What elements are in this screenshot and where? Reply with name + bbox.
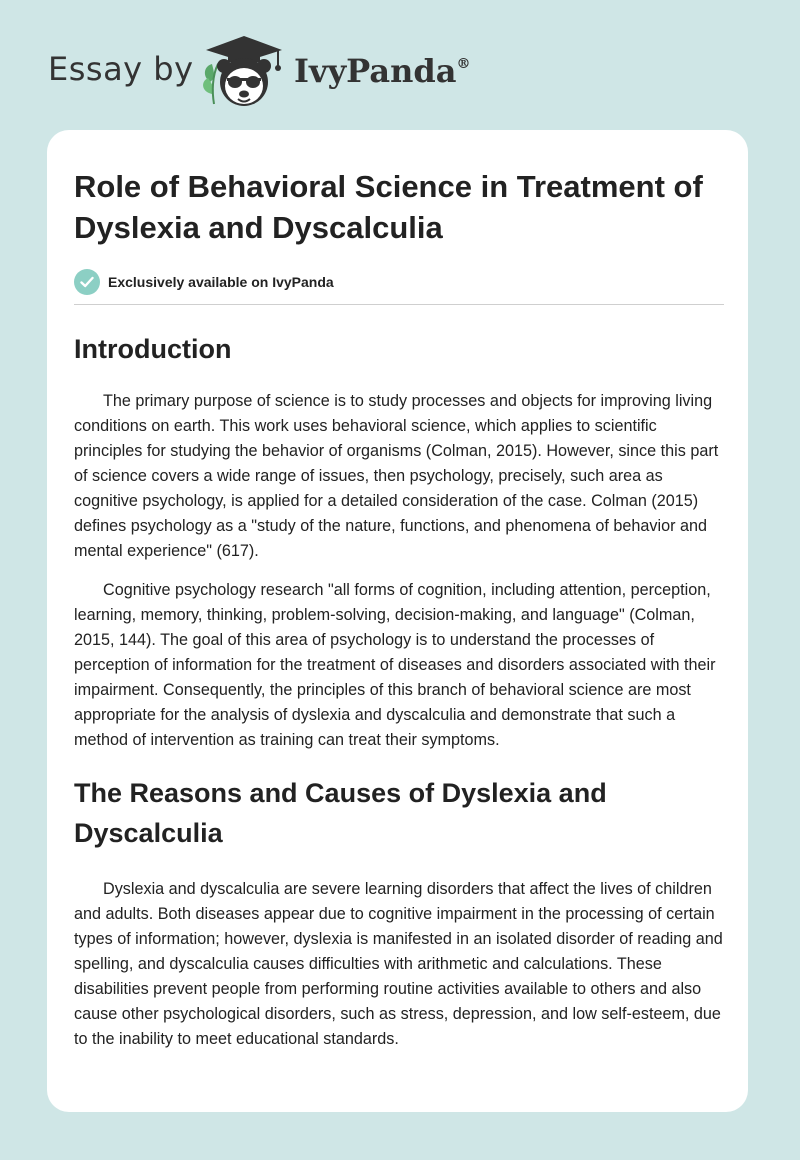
- paragraph: Cognitive psychology research "all forms of cognition, including attention, perception, learning, memory, thinking, problem-solving, decision-making, and language" (Colman, 2015, 144). The goal of this area of psychology is to understand the processes of perception of information for the treatment of diseases and disorders associated with their impairment. Consequently, the principles of this branch of behavioral science are most appropriate for the analysis of dyslexia and dyscalculia and demonstrate that such a method of intervention as training can treat their symptoms.: [74, 581, 716, 749]
- panda-logo-icon[interactable]: [198, 32, 290, 110]
- page-title: Role of Behavioral Science in Treatment of Dyslexia and Dyscalculia: [74, 169, 703, 245]
- essay-by-label: Essay by: [48, 50, 194, 88]
- brand-name[interactable]: IvyPanda®: [294, 52, 471, 90]
- title-divider: [74, 304, 724, 305]
- exclusive-label: Exclusively available on IvyPanda: [108, 274, 334, 290]
- check-icon: [74, 269, 100, 295]
- essay-card: [47, 130, 748, 1112]
- essay-content: [74, 166, 724, 1066]
- paragraph: The primary purpose of science is to study processes and objects for improving living conditions on earth. This work uses behavioral science, which applies to scientific principles for studying the behavior of organisms (Colman, 2015). However, since this part of science covers a wide range of issues, then psychology, precisely, such area as cognitive psychology, is applied for a detailed consideration of the case. Colman (2015) defines psychology as a "study of the nature, functions, and phenomena of behavior and mental experience" (617).: [74, 392, 719, 560]
- section-heading: Introduction: [74, 334, 232, 364]
- paragraph: Dyslexia and dyscalculia are severe learning disorders that affect the lives of children and adults. Both diseases appear due to cognitive impairment in the processing of certain types of information; however, dyslexia is manifested in an isolated disorder of reading and spelling, and dyscalculia causes difficulties with arithmetic and calculations. These disabilities prevent people from performing routine activities available to others and also cause other psychological disorders, such as stress, depression, and low self-esteem, due to the inability to meet educational standards.: [74, 880, 723, 1048]
- section-heading: The Reasons and Causes of Dyslexia and Dyscalculia: [74, 778, 607, 848]
- exclusive-badge: [74, 268, 724, 296]
- site-header: [0, 0, 800, 130]
